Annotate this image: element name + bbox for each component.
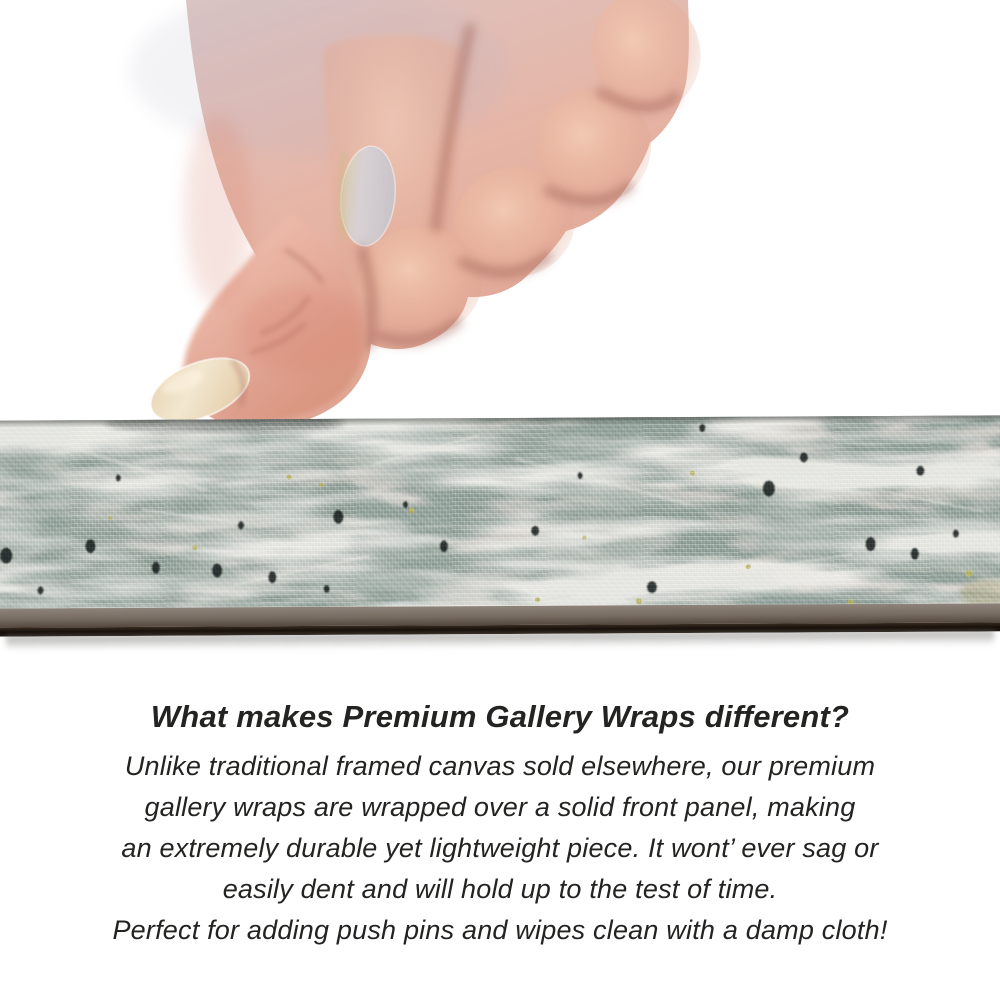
paint-hole [440,540,448,552]
paint-hole [37,586,43,594]
paint-hole [911,548,919,560]
canvas-strip-art [0,415,1000,636]
paint-fleck [690,470,695,475]
description-text [0,697,1000,951]
paint-fleck [966,570,973,577]
paint-hole [953,530,959,538]
paint-hole [763,481,775,497]
paint-hole [238,521,244,529]
paint-hole [0,548,12,564]
paint-hole [333,510,343,524]
page-title: What makes Premium Gallery Wraps different? [150,699,850,734]
paint-fleck [286,475,291,480]
paint-hole [865,537,875,551]
paint-fleck [409,507,415,513]
paint-hole [152,562,160,574]
paint-fleck [192,545,197,550]
paint-fleck [319,483,323,487]
body-line: Perfect for adding push pins and wipes clean with a damp cloth! [112,915,888,945]
paint-fleck [582,536,586,540]
paint-fleck [746,564,751,569]
body-line: Unlike traditional framed canvas sold elsewhere, our premium [124,751,876,781]
paint-hole [268,571,276,583]
paint-hole [916,466,924,476]
paint-hole [85,539,95,553]
canvas-strip [0,415,1000,636]
paint-hole [699,424,705,432]
paint-fleck [535,597,540,602]
body-line: gallery wraps are wrapped over a solid front panel, making [144,792,856,822]
paint-hole [647,581,657,593]
body-copy [0,746,1000,951]
paint-hole [578,472,583,479]
body-line: an extremely durable yet lightweight piece. It wont’ ever sag or [121,833,879,863]
paint-fleck [108,516,112,520]
paint-hole [403,501,408,508]
hand-edge-redness [184,115,252,305]
paint-hole [116,474,121,481]
paint-hole [800,452,808,462]
paint-hole [531,526,539,536]
paint-hole [324,585,330,593]
body-line: easily dent and will hold up to the test of time. [222,874,778,904]
hand-photo [0,0,1000,440]
paint-fleck [636,598,642,604]
thumb-redness [238,288,362,372]
paint-hole [212,563,222,577]
